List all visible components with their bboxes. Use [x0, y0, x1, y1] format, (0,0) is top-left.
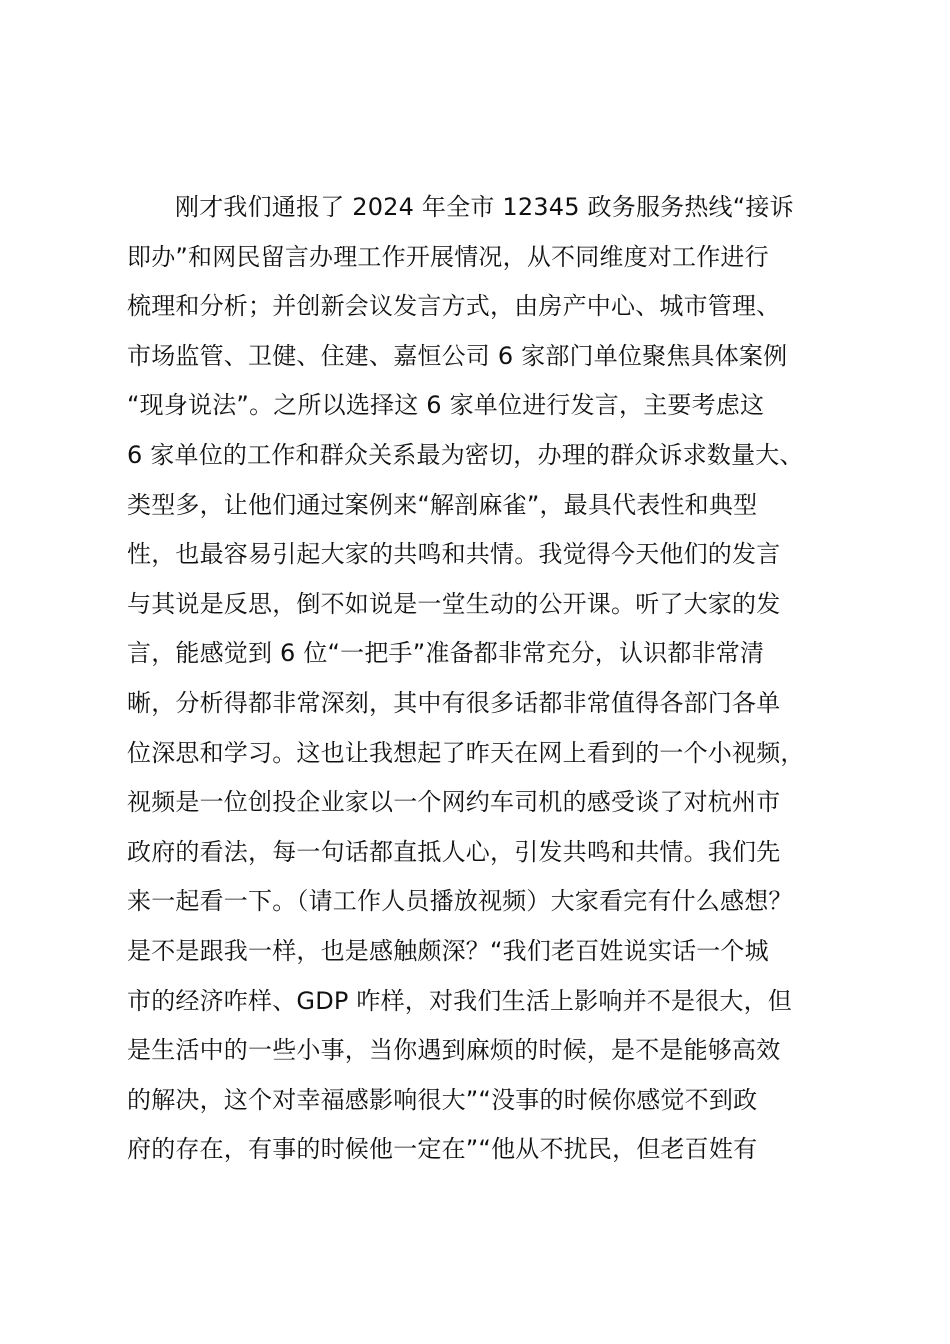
text-line: 是不是跟我一样，也是感触颇深？“我们老百姓说实话一个城 [127, 936, 769, 965]
body-paragraph [127, 183, 832, 1175]
text-line: 类型多，让他们通过案例来“解剖麻雀”，最具代表性和典型 [127, 490, 758, 519]
text-line: “现身说法”。之所以选择这 6 家单位进行发言，主要考虑这 [127, 391, 765, 420]
text-line: 市场监管、卫健、住建、嘉恒公司 6 家部门单位聚焦具体案例 [127, 341, 788, 370]
text-line: 是生活中的一些小事，当你遇到麻烦的时候，是不是能够高效 [127, 1036, 781, 1065]
text-line: 来一起看一下。（请工作人员播放视频）大家看完有什么感想？ [127, 887, 793, 916]
text-line: 视频是一位创投企业家以一个网约车司机的感受谈了对杭州市 [127, 788, 781, 817]
text-line: 位深思和学习。这也让我想起了昨天在网上看到的一个小视频， [127, 738, 805, 767]
text-line: 即办”和网民留言办理工作开展情况，从不同维度对工作进行 [127, 242, 769, 271]
text-line: 梳理和分析；并创新会议发言方式，由房产中心、城市管理、 [127, 292, 781, 321]
text-line: 与其说是反思，倒不如说是一堂生动的公开课。听了大家的发 [127, 589, 781, 618]
text-line: 6 家单位的工作和群众关系最为密切，办理的群众诉求数量大、 [127, 440, 804, 469]
text-line: 政府的看法，每一句话都直抵人心，引发共鸣和共情。我们先 [127, 837, 781, 866]
text-line: 刚才我们通报了 2024 年全市 12345 政务服务热线“接诉 [175, 193, 794, 221]
text-line: 市的经济咋样、GDP 咋样，对我们生活上影响并不是很大，但 [127, 986, 792, 1015]
text-line: 性，也最容易引起大家的共鸣和共情。我觉得今天他们的发言 [127, 540, 781, 569]
text-line: 府的存在，有事的时候他一定在”“他从不扰民，但老百姓有 [127, 1135, 758, 1164]
text-line: 言，能感觉到 6 位“一把手”准备都非常充分，认识都非常清 [127, 639, 765, 668]
text-line: 晰，分析得都非常深刻，其中有很多话都非常值得各部门各单 [127, 688, 781, 717]
text-line: 的解决，这个对幸福感影响很大”“没事的时候你感觉不到政 [127, 1085, 758, 1114]
